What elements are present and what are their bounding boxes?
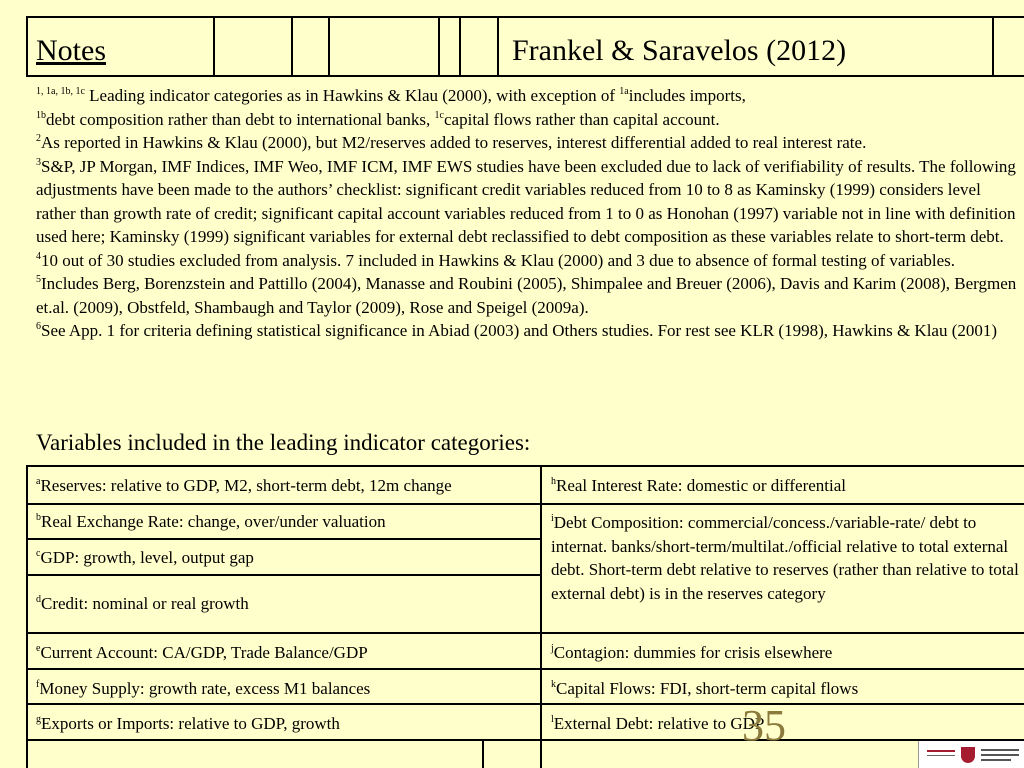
table-line (26, 668, 1024, 670)
table-line (26, 703, 1024, 705)
table-line (26, 574, 541, 576)
logo-text-line (981, 759, 1011, 761)
variable-a: $^a$Reserves: relative to GDP, M2, short-term debt, 12m change (36, 476, 452, 495)
grid-line (291, 16, 293, 76)
grid-line (459, 16, 461, 76)
variable-f: $^f$Money Supply: growth rate, excess M1 balances (36, 679, 371, 698)
logo-text-line (981, 749, 1019, 751)
table-line (26, 632, 1024, 634)
note-1: $^{1, 1a, 1b, 1c}$ Leading indicator categories as in Hawkins & Klau (2000), with exception of $^{1a}$includes imports, (36, 86, 746, 105)
variable-h: $^h$Real Interest Rate: domestic or differential (551, 476, 846, 495)
table-line (26, 465, 28, 768)
note-2: $^2$As reported in Hawkins & Klau (2000), but M2/reserves added to reserves, interest differential added to real interest rate. (36, 133, 867, 152)
variable-b: $^b$Real Exchange Rate: change, over/under valuation (36, 512, 386, 531)
variable-i: $^i$Debt Composition: commercial/concess./variable-rate/ debt to internat. banks/short-term/multilat./official relative to total external debt. Short-term debt relative to reserves (rather than relative to total external debt) is in the reserves category (551, 513, 1019, 603)
logo-bar (927, 750, 955, 752)
shield-icon (961, 747, 975, 763)
note-1b: $^{1b}$debt composition rather than debt to international banks, $^{1c}$capital flows rather than capital account. (36, 109, 720, 129)
note-5: $^5$Includes Berg, Borenzstein and Pattillo (2004), Manasse and Roubini (2005), Shimpalee and Breuer (2006), Davis and Karim (2008), Bergmen et.al. (2009), Obstfeld, Shambaugh and Taylor (2009), Rose and Speigel (2009a). (36, 274, 1017, 317)
grid-line (992, 16, 994, 76)
variable-e: $^e$Current Account: CA/GDP, Trade Balance/GDP (36, 643, 368, 662)
variable-l: $^l$External Debt: relative to GDP (551, 714, 765, 733)
table-line (540, 465, 542, 768)
notes-body (36, 84, 1021, 343)
table-line (482, 739, 484, 768)
table-line (26, 739, 1024, 741)
reference-title: Frankel & Saravelos (2012) (512, 34, 847, 67)
table-line (26, 538, 541, 540)
variables-heading: Variables included in the leading indicator categories: (36, 430, 531, 455)
note-6: $^6$See App. 1 for criteria defining statistical significance in Abiad (2003) and Others studies. For rest see KLR (1998), Hawkins & Klau (2001) (36, 321, 998, 340)
logo-bar (927, 755, 955, 756)
notes-title: Notes (36, 34, 106, 67)
variable-k: $^k$Capital Flows: FDI, short-term capital flows (551, 679, 859, 698)
table-line (26, 465, 1024, 467)
table-line (26, 503, 1024, 505)
grid-line (26, 16, 28, 76)
grid-line (497, 16, 499, 76)
note-4: $^4$10 out of 30 studies excluded from analysis. 7 included in Hawkins & Klau (2000) and 3 due to absence of formal testing of variables. (36, 250, 956, 270)
note-3: $^3$S&P, JP Morgan, IMF Indices, IMF Weo, IMF ICM, IMF EWS studies have been excluded due to lack of verifiability of results. The following adjustments have been made to the authors’ checklist: significant credit variables reduced from 10 to 8 as Kaminsky (1999) considers level rather than growth rate of credit; significant capital account variables reduced from 1 to 0 as Honohan (1997) variable not in line with definition used here; Kaminsky (1999) significant variables for external debt reclassified to debt composition as these variables relate to short-term debt. (36, 156, 1016, 246)
table-top-border (26, 16, 1024, 18)
grid-line (438, 16, 440, 76)
variable-j: $^j$Contagion: dummies for crisis elsewhere (551, 643, 833, 662)
logo-text-line (981, 754, 1019, 756)
variable-c: $^c$GDP: growth, level, output gap (36, 548, 254, 567)
page-number: 35 (742, 701, 786, 750)
grid-line (328, 16, 330, 76)
header-bottom-border (26, 75, 1024, 77)
variable-d: $^d$Credit: nominal or real growth (36, 594, 249, 613)
university-logo (918, 741, 1024, 768)
grid-line (213, 16, 215, 76)
variable-g: $^g$Exports or Imports: relative to GDP, growth (36, 714, 340, 733)
